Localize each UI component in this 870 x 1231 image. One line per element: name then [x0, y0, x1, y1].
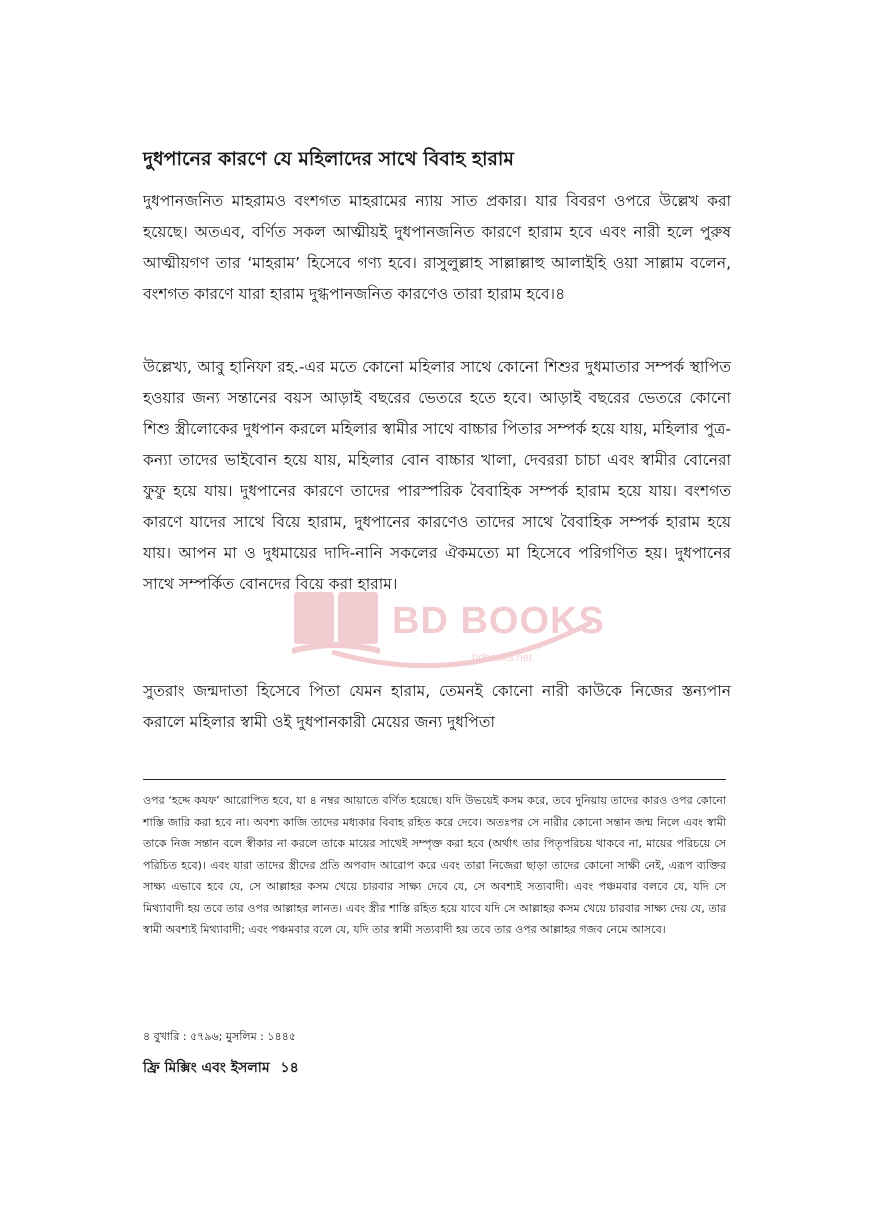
footer-book-title: ফ্রি মিক্সিং এবং ইসলাম [143, 1060, 270, 1076]
paragraph-2: উল্লেখ্য, আবু হানিফা রহ.-এর মতে কোনো মহিলার সাথে কোনো শিশুর দুধমাতার সম্পর্ক স্থাপিত হওয়ার জন্য সন্তানের বয়স আড়াই বছরের ভেতরে হতে হবে। আড়াই বছরের ভেতরে কোনো শিশু স্ত্রীলোকের দুধপান করলে মহিলার স্বামীর সাথে বাচ্চার পিতার সম্পর্ক হয়ে যায়, মহিলার পুত্র-কন্যা তাদের ভাইবোন হয়ে যায়, মহিলার বোন বাচ্চার খালা, দেবররা চাচা এবং স্বামীর বোনেরা ফুফু হয়ে যায়। দুধপানের কারণে তাদের পারস্পরিক বৈবাহিক সম্পর্ক হারাম হয়ে যায়। বংশগত কারণে যাদের সাথে বিয়ে হারাম, দুধপানের কারণেও তাদের সাথে বৈবাহিক সম্পর্ক হারাম হয়ে যায়। আপন মা ও দুধমায়ের দাদি-নানি সকলের ঐকমত্যে মা হিসেবে পরিগণিত হয়। দুধপানের সাথে সম্পর্কিত বোনদের বিয়ে করা হারাম। [143, 358, 731, 593]
paragraph-1: দুধপানজনিত মাহরামও বংশগত মাহরামের ন্যায় সাত প্রকার। যার বিবরণ ওপরে উল্লেখ করা হয়েছে। অতএব, বর্ণিত সকল আত্মীয়ই দুধপানজনিত কারণে হারাম হবে এবং নারী হলে পুরুষ আত্মীয়গণ তার ‘মাহরাম’ হিসেবে গণ্য হবে। রাসুলুল্লাহ সাল্লাল্লাহু আলাইহি ওয়া সাল্লাম বলেন, বংশগত কারণে যারা হারাম দুগ্ধপানজনিত কারণেও তারা হারাম হবে।৪ [143, 192, 731, 303]
page-footer [143, 1057, 299, 1079]
paragraph-3: সুতরাং জন্মদাতা হিসেবে পিতা যেমন হারাম, তেমনই কোনো নারী কাউকে নিজের স্তন্যপান করালে মহিলার স্বামী ওই দুধপানকারী মেয়ের জন্য দুধপিতা [143, 682, 731, 731]
footnote-reference: ৪ বুখারি : ৫৭৯৬; মুসলিম : ১৪৪৫ [143, 1030, 296, 1043]
footnote-divider [143, 779, 726, 780]
section-heading: দুধপানের কারণে যে মহিলাদের সাথে বিবাহ হারাম [143, 148, 514, 170]
watermark-brand: BD BOOKS [392, 600, 605, 642]
footnote-text: ওপর ‘হদ্দে কযফ’ আরোপিত হবে, যা ৪ নম্বর আয়াতে বর্ণিত হয়েছে। যদি উভয়েই কসম করে, তবে দুনিয়ায় তাদের কারও ওপর কোনো শাস্তি জারি করা হবে না। অবশ্য কাজি তাদের মধ্যকার বিবাহ রহিত করে দেবে। অতঃপর সে নারীর কোনো সন্তান জন্ম নিলে এবং স্বামী তাকে নিজ সন্তান বলে স্বীকার না করলে তাকে মায়ের সাথেই সম্পৃক্ত করা হবে (অর্থাৎ তার পিতৃপরিচয় থাকবে না, মায়ের পরিচয়ে সে পরিচিত হবে)। এবং যারা তাদের স্ত্রীদের প্রতি অপবাদ আরোপ করে এবং তারা নিজেরা ছাড়া তাদের কোনো সাক্ষী নেই, এরূপ ব্যক্তির সাক্ষ্য এভাবে হবে যে, সে আল্লাহর কসম খেয়ে চারবার সাক্ষ্য দেবে যে, সে অবশ্যই সত্যবাদী। এবং পঞ্চমবার বলবে যে, যদি সে মিথ্যাবাদী হয় তবে তার ওপর আল্লাহর লানত। এবং স্ত্রীর শাস্তি রহিত হয়ে যাবে যদি সে আল্লাহর কসম খেয়ে চারবার সাক্ষ্য দেয় যে, তার স্বামী অবশ্যই মিথ্যাবাদী; এবং পঞ্চমবার বলে যে, যদি তার স্বামী সত্যবাদী হয় তবে তার ওপর আল্লাহর গজব নেমে আসবে। [143, 794, 726, 936]
page-number: ১৪ [280, 1060, 299, 1076]
watermark-url: bdbooks.net [472, 652, 532, 664]
